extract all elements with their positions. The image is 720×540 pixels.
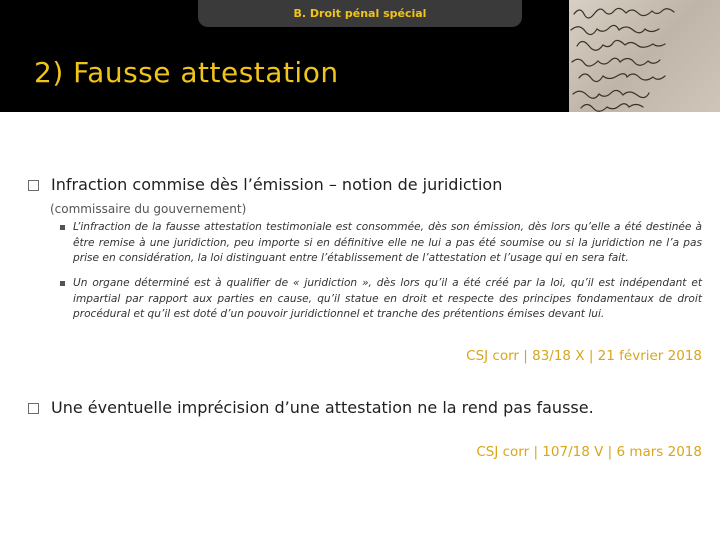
sub-item <box>60 276 702 323</box>
bullet-note: (commissaire du gouvernement) <box>50 202 247 216</box>
bullet-juridiction <box>28 175 708 194</box>
citation: CSJ corr | 83/18 X | 21 février 2018 <box>466 348 702 364</box>
citation: CSJ corr | 107/18 V | 6 mars 2018 <box>476 444 702 460</box>
square-bullet-icon <box>60 225 65 230</box>
bullet-text: Infraction commise dès l’émission – notion de juridiction <box>51 175 503 194</box>
square-bullet-icon <box>60 281 65 286</box>
slide-title: 2) Fausse attestation <box>34 56 339 89</box>
section-tab-label: B. Droit pénal spécial <box>293 7 427 20</box>
bullet-box-icon <box>28 403 39 414</box>
sub-item-text: Un organe déterminé est à qualifier de « juridiction », dès lors qu’il a été créé par la loi, qu’il est indépendant et impartial par rapport aux parties en cause, qu’il statue en droit et respecte des principes fondamentaux de droit procédural et qu’il est doté d’un pouvoir juridictionnel et tranche des prétentions émises devant lui. <box>73 277 702 320</box>
sub-item-text: L’infraction de la fausse attestation testimoniale est consommée, dès son émission, dès lors qu’elle a été destinée à être remise à une juridiction, peu importe si en définitive elle ne lui a pas été soumise ou si la juridiction ne l’a pas prise en considération, la loi distinguant entre l’établissement de l’attestation et l’usage qui en sera fait. <box>73 221 702 264</box>
bullet-imprecision <box>28 398 708 417</box>
bullet-box-icon <box>28 180 39 191</box>
bullet-text: Une éventuelle imprécision d’une attestation ne la rend pas fausse. <box>51 398 594 417</box>
sub-item <box>60 220 702 267</box>
